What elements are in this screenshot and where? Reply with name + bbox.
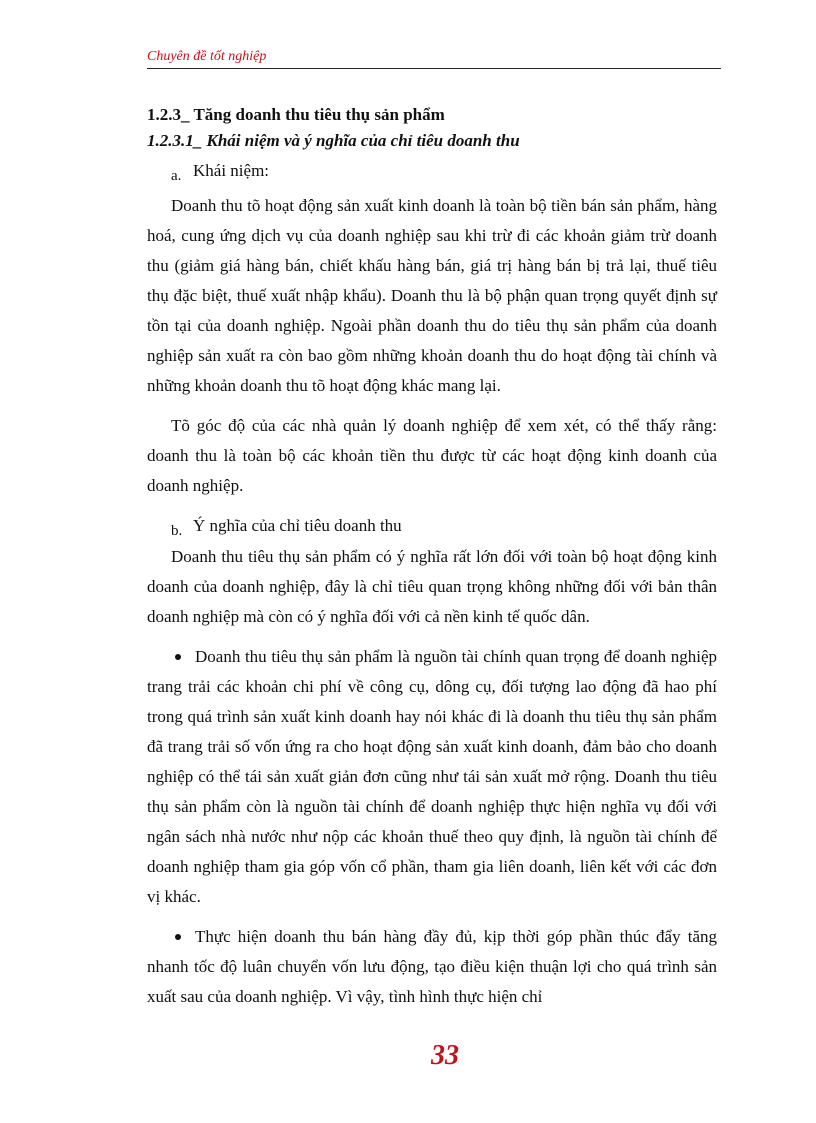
- part-b-mark: b.: [171, 523, 183, 539]
- bullet-icon: [175, 934, 181, 940]
- paragraph: Tõ góc độ của các nhà quản lý doanh nghiệp để xem xét, có thể thấy rằng: doanh thu là toàn bộ các khoản tiền thu được từ các hoạt động kinh doanh của doanh nghiệp.: [147, 416, 717, 495]
- part-b-title: Ý nghĩa của chỉ tiêu doanh thu: [193, 516, 402, 535]
- running-header: Chuyên đề tốt nghiệp: [147, 49, 267, 64]
- bullet-text: Thực hiện doanh thu bán hàng đầy đủ, kịp thời góp phần thúc đẩy tăng nhanh tốc độ luân chuyển vốn lưu động, tạo điều kiện thuận lợi cho quá trình sản xuất sau của doanh nghiệp. Vì vậy, tình hình thực hiện chỉ: [147, 927, 717, 1006]
- part-a-title: Khái niệm:: [193, 161, 270, 180]
- bullet-item: [147, 642, 717, 912]
- bullet-icon: [175, 654, 181, 660]
- page-number: 33: [431, 1040, 459, 1071]
- header-divider: [147, 68, 721, 69]
- bullet-text: Doanh thu tiêu thụ sản phẩm là nguồn tài chính quan trọng để doanh nghiệp trang trải các khoản chi phí về công cụ, dông cụ, đối tượng lao động đã hao phí trong quá trình sản xuất kinh doanh hay nói khác đi là doanh thu tiêu thụ sản phẩm đã trang trải số vốn ứng ra cho hoạt động sản xuất kinh doanh, đảm bảo cho doanh nghiệp có thể tái sản xuất giản đơn cũng như tái sản xuất mở rộng. Doanh thu tiêu thụ sản phẩm còn là nguồn tài chính để doanh nghiệp thực hiện nghĩa vụ đối với ngân sách nhà nước như nộp các khoản thuế theo quy định, là nguồn tài chính để doanh nghiệp tham gia góp vốn cổ phần, tham gia liên doanh, liên kết với các đơn vị khác.: [147, 647, 717, 906]
- paragraph: Doanh thu tiêu thụ sản phẩm có ý nghĩa rất lớn đối với toàn bộ hoạt động kinh doanh của doanh nghiệp, đây là chỉ tiêu quan trọng không những đối với bản thân doanh nghiệp mà còn có ý nghĩa đối với cả nền kinh tế quốc dân.: [147, 547, 717, 626]
- part-a-mark: a.: [171, 168, 182, 184]
- page-body: [147, 102, 717, 1022]
- bullet-item: [147, 922, 717, 1012]
- part-a-heading: [147, 156, 717, 187]
- paragraph: Doanh thu tõ hoạt động sản xuất kinh doanh là toàn bộ tiền bán sản phẩm, hàng hoá, cung ứng dịch vụ của doanh nghiệp sau khi trừ đi các khoản giảm trừ doanh thu (giảm giá hàng bán, chiết khấu hàng bán, giá trị hàng bán bị trả lại, thuế tiêu thụ đặc biệt, thuế xuất nhập khẩu). Doanh thu là bộ phận quan trọng quyết định sự tồn tại của doanh nghiệp. Ngoài phần doanh thu do tiêu thụ sản phẩm của doanh nghiệp sản xuất ra còn bao gồm những khoản doanh thu do hoạt động tài chính và những khoản doanh thu tõ hoạt động khác mang lại.: [147, 196, 717, 395]
- part-b-heading: [147, 511, 717, 542]
- subsection-heading: 1.2.3.1_ Khái niệm và ý nghĩa của chỉ tiêu doanh thu: [147, 131, 520, 150]
- section-heading: 1.2.3_ Tăng doanh thu tiêu thụ sản phẩm: [147, 105, 445, 124]
